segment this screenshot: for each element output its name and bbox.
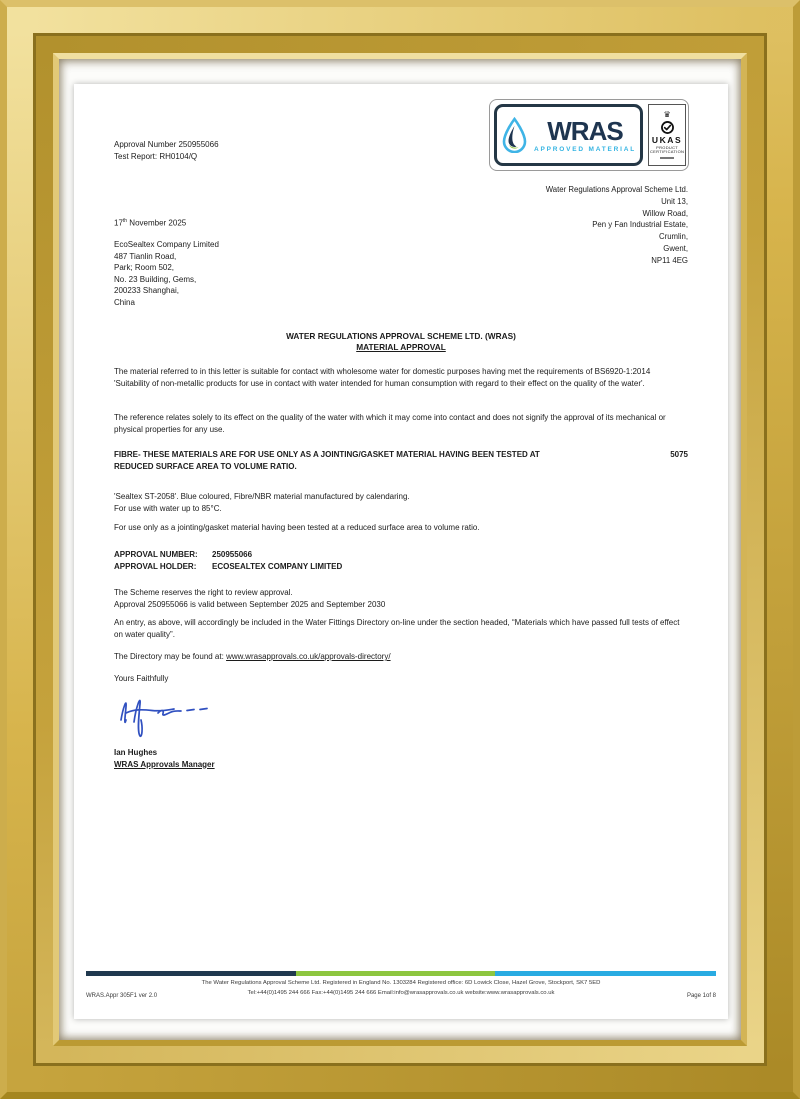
approval-holder-label: APPROVAL HOLDER: [114,561,197,571]
test-report-line: Test Report: RH0104/Q [114,151,198,161]
signature-block [114,747,688,770]
ukas-check-icon [660,120,675,135]
approved-material-label: APPROVED MATERIAL [534,145,636,153]
sender-address-line: Willow Road, [642,208,688,218]
review-line1: The Scheme reserves the right to review approval. [114,588,293,597]
approval-details [114,549,688,572]
wras-ukas-logo [489,99,689,171]
letter-title [114,331,688,353]
recipient-address-line: 200233 Shanghai, [114,286,179,295]
water-drop-icon [501,117,528,153]
product-line2: For use with water up to 85°C. [114,503,222,513]
signatory-name: Ian Hughes [114,748,158,757]
approval-number-value: 250955066 [212,550,253,559]
section-code: 5075 [670,450,688,459]
footer-bar-navy [86,971,296,976]
date-ordinal-suffix: th [122,218,128,224]
footer-color-bar [86,971,716,976]
footer-page-number: Page 1of 8 [686,993,716,999]
footer-registered-line: The Water Regulations Approval Scheme Ltd. Registered in England No. 1303284 Registered office: 6D Lowick Close, Hazel Grove, Stockport, SK7 5ED [201,980,601,986]
directory-url-link[interactable]: www.wrasapprovals.co.uk/approvals-directory/ [226,652,391,661]
sender-address-line: Unit 13, [661,196,688,206]
footer-contact-line: Tel:+44(0)1495 244 666 Fax:+44(0)1495 244 666 Email:info@wrasapprovals.co.uk website:www.wrasapprovals.co.uk [247,990,555,996]
wras-wordmark: WRAS [547,115,623,146]
paragraph-reference-scope: The reference relates solely to its effect on the quality of the water with which it may come into contact and does not signify the approval of its mechanical or physical properties for any use. [114,413,666,434]
footer-doc-version: WRAS.Appr 305F1 ver 2.0 [86,993,158,999]
paragraph-fibre-condition [114,449,688,472]
recipient-address [114,239,688,308]
handwritten-signature [112,682,237,738]
footer-contact-row [86,990,716,1002]
approval-number-label: APPROVAL NUMBER: [114,550,198,559]
signatory-title: WRAS Approvals Manager [114,759,215,769]
ukas-number-mark [660,157,674,159]
review-line2: Approval 250955066 is valid between September 2025 and September 2030 [114,599,386,609]
recipient-address-line: 487 Tianlin Road, [114,251,177,261]
fibre-line1: FIBRE- THESE MATERIALS ARE FOR USE ONLY AS A JOINTING/GASKET MATERIAL HAVING BEEN TESTED AT [114,450,540,459]
frame-mat [59,59,741,1040]
paragraph-directory-entry: An entry, as above, will accordingly be included in the Water Fittings Directory on-line under the section headed, “Materials which have passed full tests of effect on water quality”. [114,618,680,639]
paragraph-use-restriction: For use only as a jointing/gasket material having been tested at a reduced surface area to volume ratio. [114,523,480,532]
sender-address-line: Water Regulations Approval Scheme Ltd. [545,185,688,194]
footer-bar-blue [495,971,716,976]
approval-number-line: Approval Number 250955066 [114,140,219,149]
letter-page [74,84,728,1019]
paragraph-material-suitability: The material referred to in this letter is suitable for contact with wholesome water for domestic purposes having met the requirements of BS6920-1:2014 'Suitability of non-metallic products for use in contact with water intended for human consumption with regard to their effect on the quality of the water'. [114,367,651,388]
paragraph-validity [114,587,688,610]
product-line1: 'Sealtex ST-2058'. Blue coloured, Fibre/NBR material manufactured by calendaring. [114,492,410,501]
title-line1: WATER REGULATIONS APPROVAL SCHEME LTD. (WRAS) [286,331,516,341]
footer-bar-green [296,971,495,976]
recipient-address-line: Park; Room 502, [114,263,175,272]
fibre-line2: REDUCED SURFACE AREA TO VOLUME RATIO. [114,461,297,471]
ukas-crown-icon: ♛ [663,109,671,119]
sender-address-line: Pen y Fan Industrial Estate, [592,220,688,230]
ukas-wordmark: UKAS [651,134,683,145]
wras-approved-material-badge [494,104,643,166]
closing-salutation: Yours Faithfully [114,674,169,683]
title-line2: MATERIAL APPROVAL [356,342,446,352]
directory-prefix: The Directory may be found at: [114,652,227,661]
letter-date: 17th November 2025 [114,218,187,228]
approval-holder-value: ECOSEALTEX COMPANY LIMITED [212,561,343,571]
sender-address-line: Gwent, [663,243,688,253]
recipient-address-line: No. 23 Building, Gems, [114,274,197,284]
paragraph-product-description [114,491,688,514]
sender-address-line: Crumlin, [658,232,688,242]
paragraph-directory-link [114,651,688,663]
recipient-address-line: EcoSealtex Company Limited [114,240,219,249]
ukas-sub-line1: PRODUCT [656,144,679,150]
sender-address-line: NP11 4EG [651,255,688,265]
recipient-address-line: China [114,297,135,307]
ukas-sub-line2: CERTIFICATION [649,149,685,155]
ukas-certification-mark [648,104,686,166]
